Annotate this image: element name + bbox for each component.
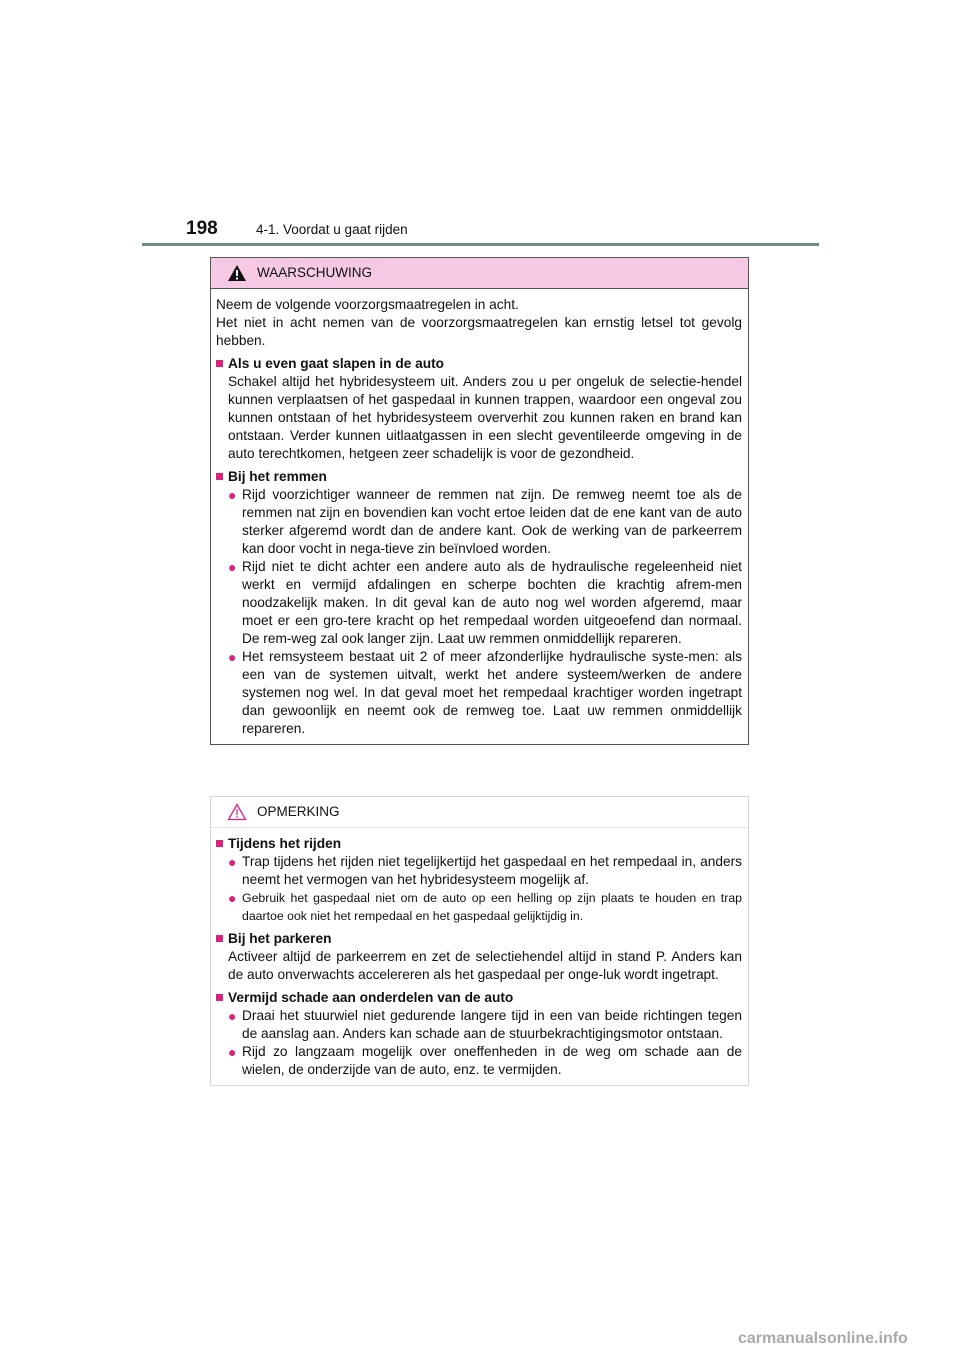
warning-title: WAARSCHUWING <box>257 265 372 280</box>
square-bullet-icon <box>216 989 228 1007</box>
list-item-text: Gebruik het gaspedaal niet om de auto op een helling op zijn plaats te houden en trap daartoe ook niet het rempedaal en het gaspedaal gelijktijdig in. <box>242 891 742 923</box>
list-item <box>216 558 742 648</box>
note-title: OPMERKING <box>257 804 340 819</box>
caution-triangle-icon <box>227 803 247 821</box>
note-section-parking <box>216 930 742 984</box>
warning-intro-2: Het niet in acht nemen van de voorzorgsmaatregelen kan ernstig letsel tot gevolg hebben. <box>216 315 742 348</box>
page-number: 198 <box>186 218 218 239</box>
section-heading: Tijdens het rijden <box>228 836 342 851</box>
bullet-dot-icon: ● <box>228 1008 237 1024</box>
list-item <box>216 1043 742 1079</box>
section-heading: Vermijd schade aan onderdelen van de auto <box>228 990 514 1005</box>
section-heading: Als u even gaat slapen in de auto <box>228 356 445 371</box>
list-item <box>216 1007 742 1043</box>
watermark: carmanualsonline.info <box>738 1330 908 1347</box>
bullet-dot-icon: ● <box>228 487 237 503</box>
warning-section-sleeping <box>216 355 742 463</box>
bullet-dot-icon: ● <box>228 559 237 575</box>
list-item-text: Het remsysteem bestaat uit 2 of meer afzonderlijke hydraulische syste-men: als een van de systemen uitvalt, werkt het andere systeem/werken de andere systemen nog wel. In dat geval moet het rempedaal krachtiger worden ingetrapt dan gewoonlijk en neemt ook de remweg toe. Laat uw remmen onmiddellijk repareren. <box>242 649 742 736</box>
note-header <box>211 797 748 828</box>
note-box <box>210 796 749 1086</box>
square-bullet-icon <box>216 468 228 486</box>
list-item-text: Draai het stuurwiel niet gedurende langere tijd in een van beide richtingen tegen de aanslag aan. Anders kan schade aan de stuurbekrachtigingsmotor ontstaan. <box>242 1008 742 1041</box>
list-item <box>216 853 742 889</box>
bullet-dot-icon: ● <box>228 1044 237 1060</box>
note-section-driving <box>216 835 742 925</box>
section-text: Activeer altijd de parkeerrem en zet de selectiehendel altijd in stand P. Anders kan de auto onverwachts accelereren als het gaspedaal per onge-luk wordt ingetrapt. <box>228 949 742 982</box>
list-item-text: Rijd voorzichtiger wanneer de remmen nat zijn. De remweg neemt toe als de remmen nat zijn en bovendien kan vocht ertoe leiden dat de ene kant van de auto sterker afgeremd wordt dan de andere kant. Ook de werking van de parkeerrem kan door vocht in nega-tieve zin beïnvloed worden. <box>242 487 742 556</box>
list-item <box>216 648 742 738</box>
list-item-text: Rijd niet te dicht achter een andere auto als de hydraulische regeleenheid niet werkt en vermijd afdalingen en scherpe bochten die krachtig afrem-men noodzakelijk maken. In dit geval kan de auto nog wel worden afgeremd, maar moet er een gro-tere kracht op het rempedaal worden uitgeoefend dan normaal. De rem-weg zal ook langer zijn. Laat uw remmen onmiddellijk repareren. <box>242 559 742 646</box>
bullet-dot-icon: ● <box>228 649 237 665</box>
warning-intro-1: Neem de volgende voorzorgsmaatregelen in acht. <box>216 297 519 312</box>
warning-section-braking <box>216 468 742 738</box>
warning-box <box>210 257 749 745</box>
list-item-text: Trap tijdens het rijden niet tegelijkertijd het gaspedaal en het rempedaal in, anders neemt het vermogen van het hybridesysteem mogelijk af. <box>242 854 742 887</box>
warning-header <box>211 258 748 289</box>
list-item <box>216 486 742 558</box>
warning-triangle-icon <box>227 264 247 282</box>
list-item <box>216 889 742 925</box>
section-title: 4-1. Voordat u gaat rijden <box>256 222 408 237</box>
bullet-dot-icon: ● <box>228 854 237 870</box>
square-bullet-icon <box>216 930 228 948</box>
section-text: Schakel altijd het hybridesysteem uit. Anders zou u per ongeluk de selectie-hendel kunnen verplaatsen of het gaspedaal in kunnen trappen, waardoor een ongeval zou kunnen ontstaan of het hybridesysteem oververhit zou kunnen raken en brand kan ontstaan. Verder kunnen uitlaatgassen in een slecht geventileerde omgeving in de auto terechtkomen, hetgeen zeer schadelijk is voor de gezondheid. <box>228 374 742 461</box>
bullet-dot-icon: ● <box>228 890 237 906</box>
note-section-damage <box>216 989 742 1079</box>
header-rule <box>142 243 819 246</box>
section-heading: Bij het remmen <box>228 469 327 484</box>
section-heading: Bij het parkeren <box>228 931 332 946</box>
square-bullet-icon <box>216 355 228 373</box>
square-bullet-icon <box>216 835 228 853</box>
list-item-text: Rijd zo langzaam mogelijk over oneffenheden in de weg om schade aan de wielen, de onderzijde van de auto, enz. te vermijden. <box>242 1044 742 1077</box>
